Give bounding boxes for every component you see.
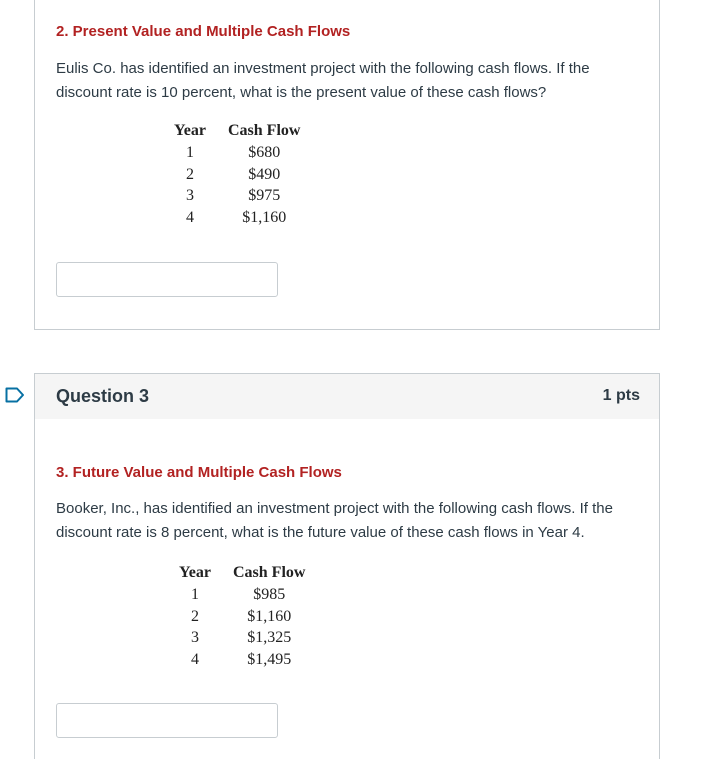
year-cell: 3 — [190, 629, 199, 646]
question-3-body — [34, 419, 660, 759]
year-cell: 4 — [190, 650, 199, 668]
question-2-text: Eulis Co. has identified an investment project with the following cash flows. If the discount rate is 10 percent, what is the present value of these cash flows? — [56, 60, 590, 101]
cash-flow-cell: $1,495 — [247, 650, 292, 668]
question-3-points: 1 pts — [602, 387, 640, 404]
cash-flow-cell: $1,325 — [247, 629, 292, 646]
cash-flow-cell: $1,160 — [242, 208, 287, 226]
year-cell: 4 — [185, 208, 194, 226]
year-cell: 1 — [185, 144, 194, 161]
table-row — [168, 627, 316, 649]
question-2-body — [34, 0, 660, 330]
question-3-title: 3. Future Value and Multiple Cash Flows — [56, 464, 342, 481]
flag-question-icon[interactable] — [5, 387, 25, 403]
question-3-name: Question 3 — [56, 386, 150, 406]
question-2-title: 2. Present Value and Multiple Cash Flows — [56, 23, 351, 40]
year-cell: 2 — [185, 165, 194, 183]
table-row — [168, 584, 316, 606]
year-header: Year — [179, 564, 211, 581]
cash-flow-cell: $985 — [253, 586, 286, 603]
question-3-answer-input[interactable] — [56, 703, 278, 738]
table-row — [163, 185, 311, 207]
table-row — [168, 606, 316, 628]
question-3-cash-flow-table — [168, 562, 316, 670]
table-row — [163, 142, 311, 164]
cash-flow-cell: $490 — [248, 165, 281, 183]
table-header-row — [163, 120, 311, 142]
table-row — [168, 649, 316, 671]
year-header: Year — [174, 122, 206, 139]
question-3-header — [34, 373, 660, 420]
table-header-row — [168, 562, 316, 584]
year-cell: 3 — [185, 187, 194, 204]
cash-flow-cell: $975 — [248, 187, 281, 204]
cash-flow-header: Cash Flow — [227, 122, 301, 139]
cash-flow-cell: $680 — [248, 144, 281, 161]
table-row — [163, 207, 311, 229]
year-cell: 1 — [190, 586, 199, 603]
cash-flow-header: Cash Flow — [232, 564, 306, 581]
year-cell: 2 — [190, 607, 199, 625]
question-2-cash-flow-table — [163, 120, 311, 228]
table-row — [163, 164, 311, 186]
cash-flow-cell: $1,160 — [247, 607, 292, 625]
question-2-answer-input[interactable] — [56, 262, 278, 297]
question-3-text: Booker, Inc., has identified an investment project with the following cash flows. If the discount rate is 8 percent, what is the future value of these cash flows in Year 4. — [56, 500, 613, 541]
